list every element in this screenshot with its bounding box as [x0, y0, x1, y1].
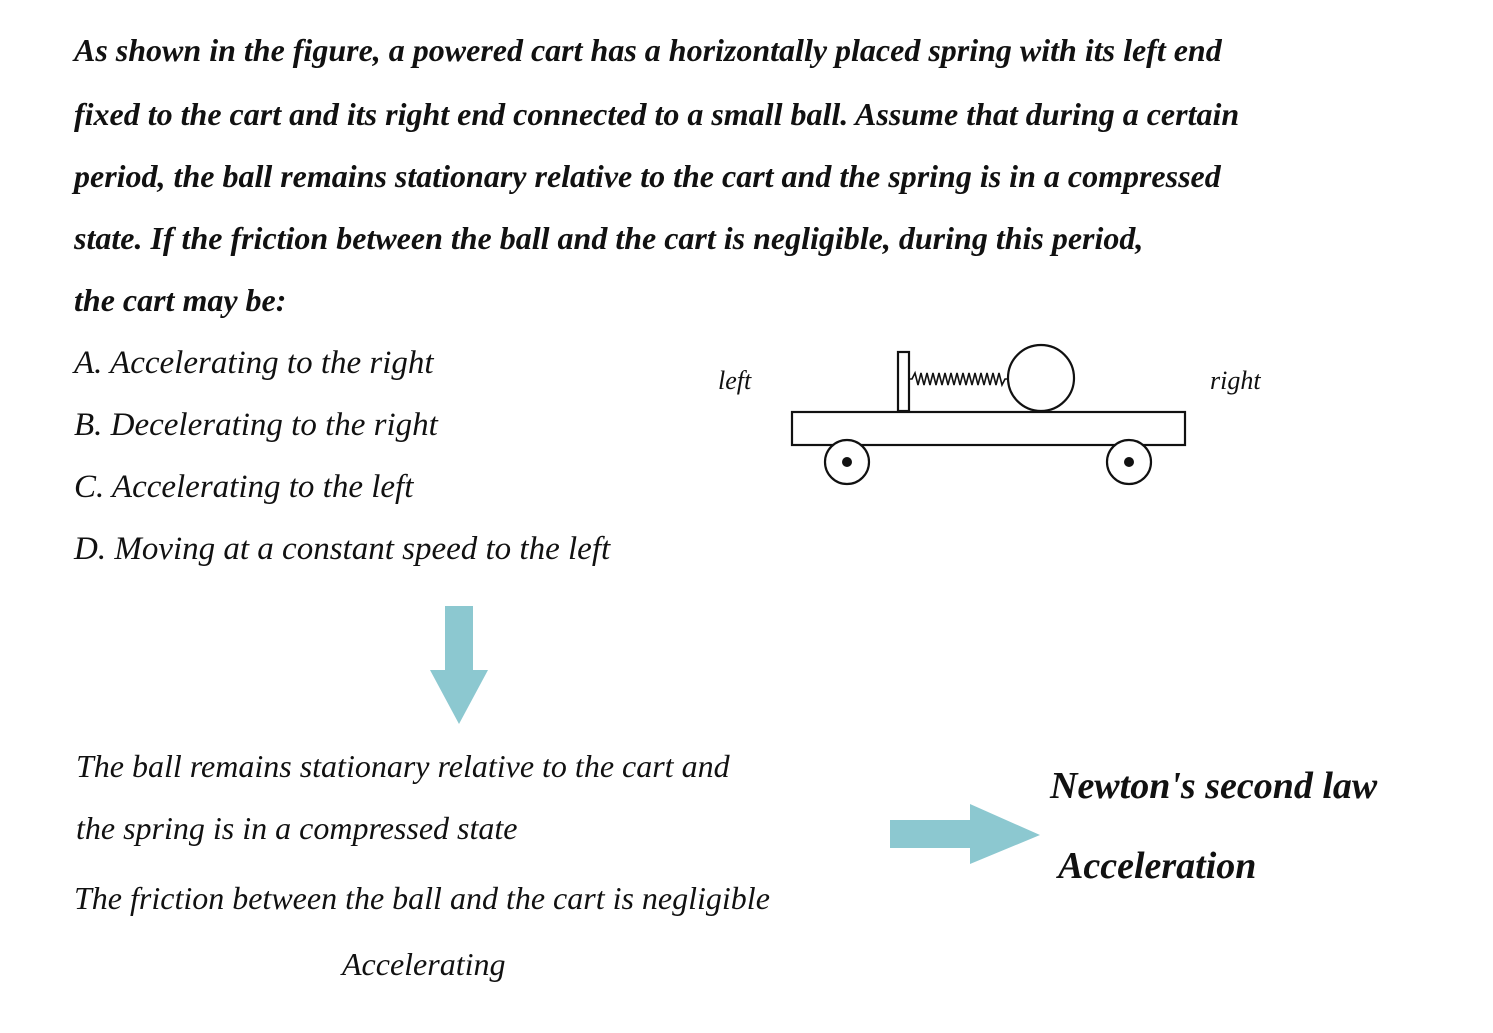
- question-line-2: fixed to the cart and its right end connected to a small ball. Assume that during a certain: [74, 96, 1240, 132]
- option-d: D. Moving at a constant speed to the left: [74, 531, 611, 567]
- arrow-down-icon: [428, 606, 490, 726]
- option-c: C. Accelerating to the left: [74, 469, 414, 505]
- arrow-right-icon: [890, 804, 1042, 866]
- analysis-line-2: the spring is in a compressed state: [76, 810, 518, 846]
- option-b: B. Decelerating to the right: [74, 407, 438, 443]
- cart-diagram: [780, 335, 1200, 495]
- question-line-4: state. If the friction between the ball and the cart is negligible, during this period,: [74, 220, 1144, 256]
- figure-label-right: right: [1210, 366, 1261, 395]
- option-a: A. Accelerating to the right: [74, 345, 434, 381]
- analysis-line-3: The friction between the ball and the cart is negligible: [74, 880, 770, 916]
- cart-wall: [898, 352, 909, 411]
- cart-axle-left: [842, 457, 852, 467]
- analysis-line-4: Accelerating: [342, 946, 506, 982]
- question-line-3: period, the ball remains stationary relative to the cart and the spring is in a compressed: [74, 158, 1221, 194]
- analysis-line-1: The ball remains stationary relative to the cart and: [76, 748, 730, 784]
- concept-acceleration: Acceleration: [1058, 845, 1257, 887]
- cart-spring: [909, 373, 1008, 385]
- question-line-5: the cart may be:: [74, 282, 287, 318]
- question-line-1: As shown in the figure, a powered cart has a horizontally placed spring with its left end: [74, 32, 1222, 68]
- cart-axle-right: [1124, 457, 1134, 467]
- cart-ball: [1008, 345, 1074, 411]
- figure-label-left: left: [718, 366, 752, 395]
- concept-newtons-second-law: Newton's second law: [1050, 765, 1378, 807]
